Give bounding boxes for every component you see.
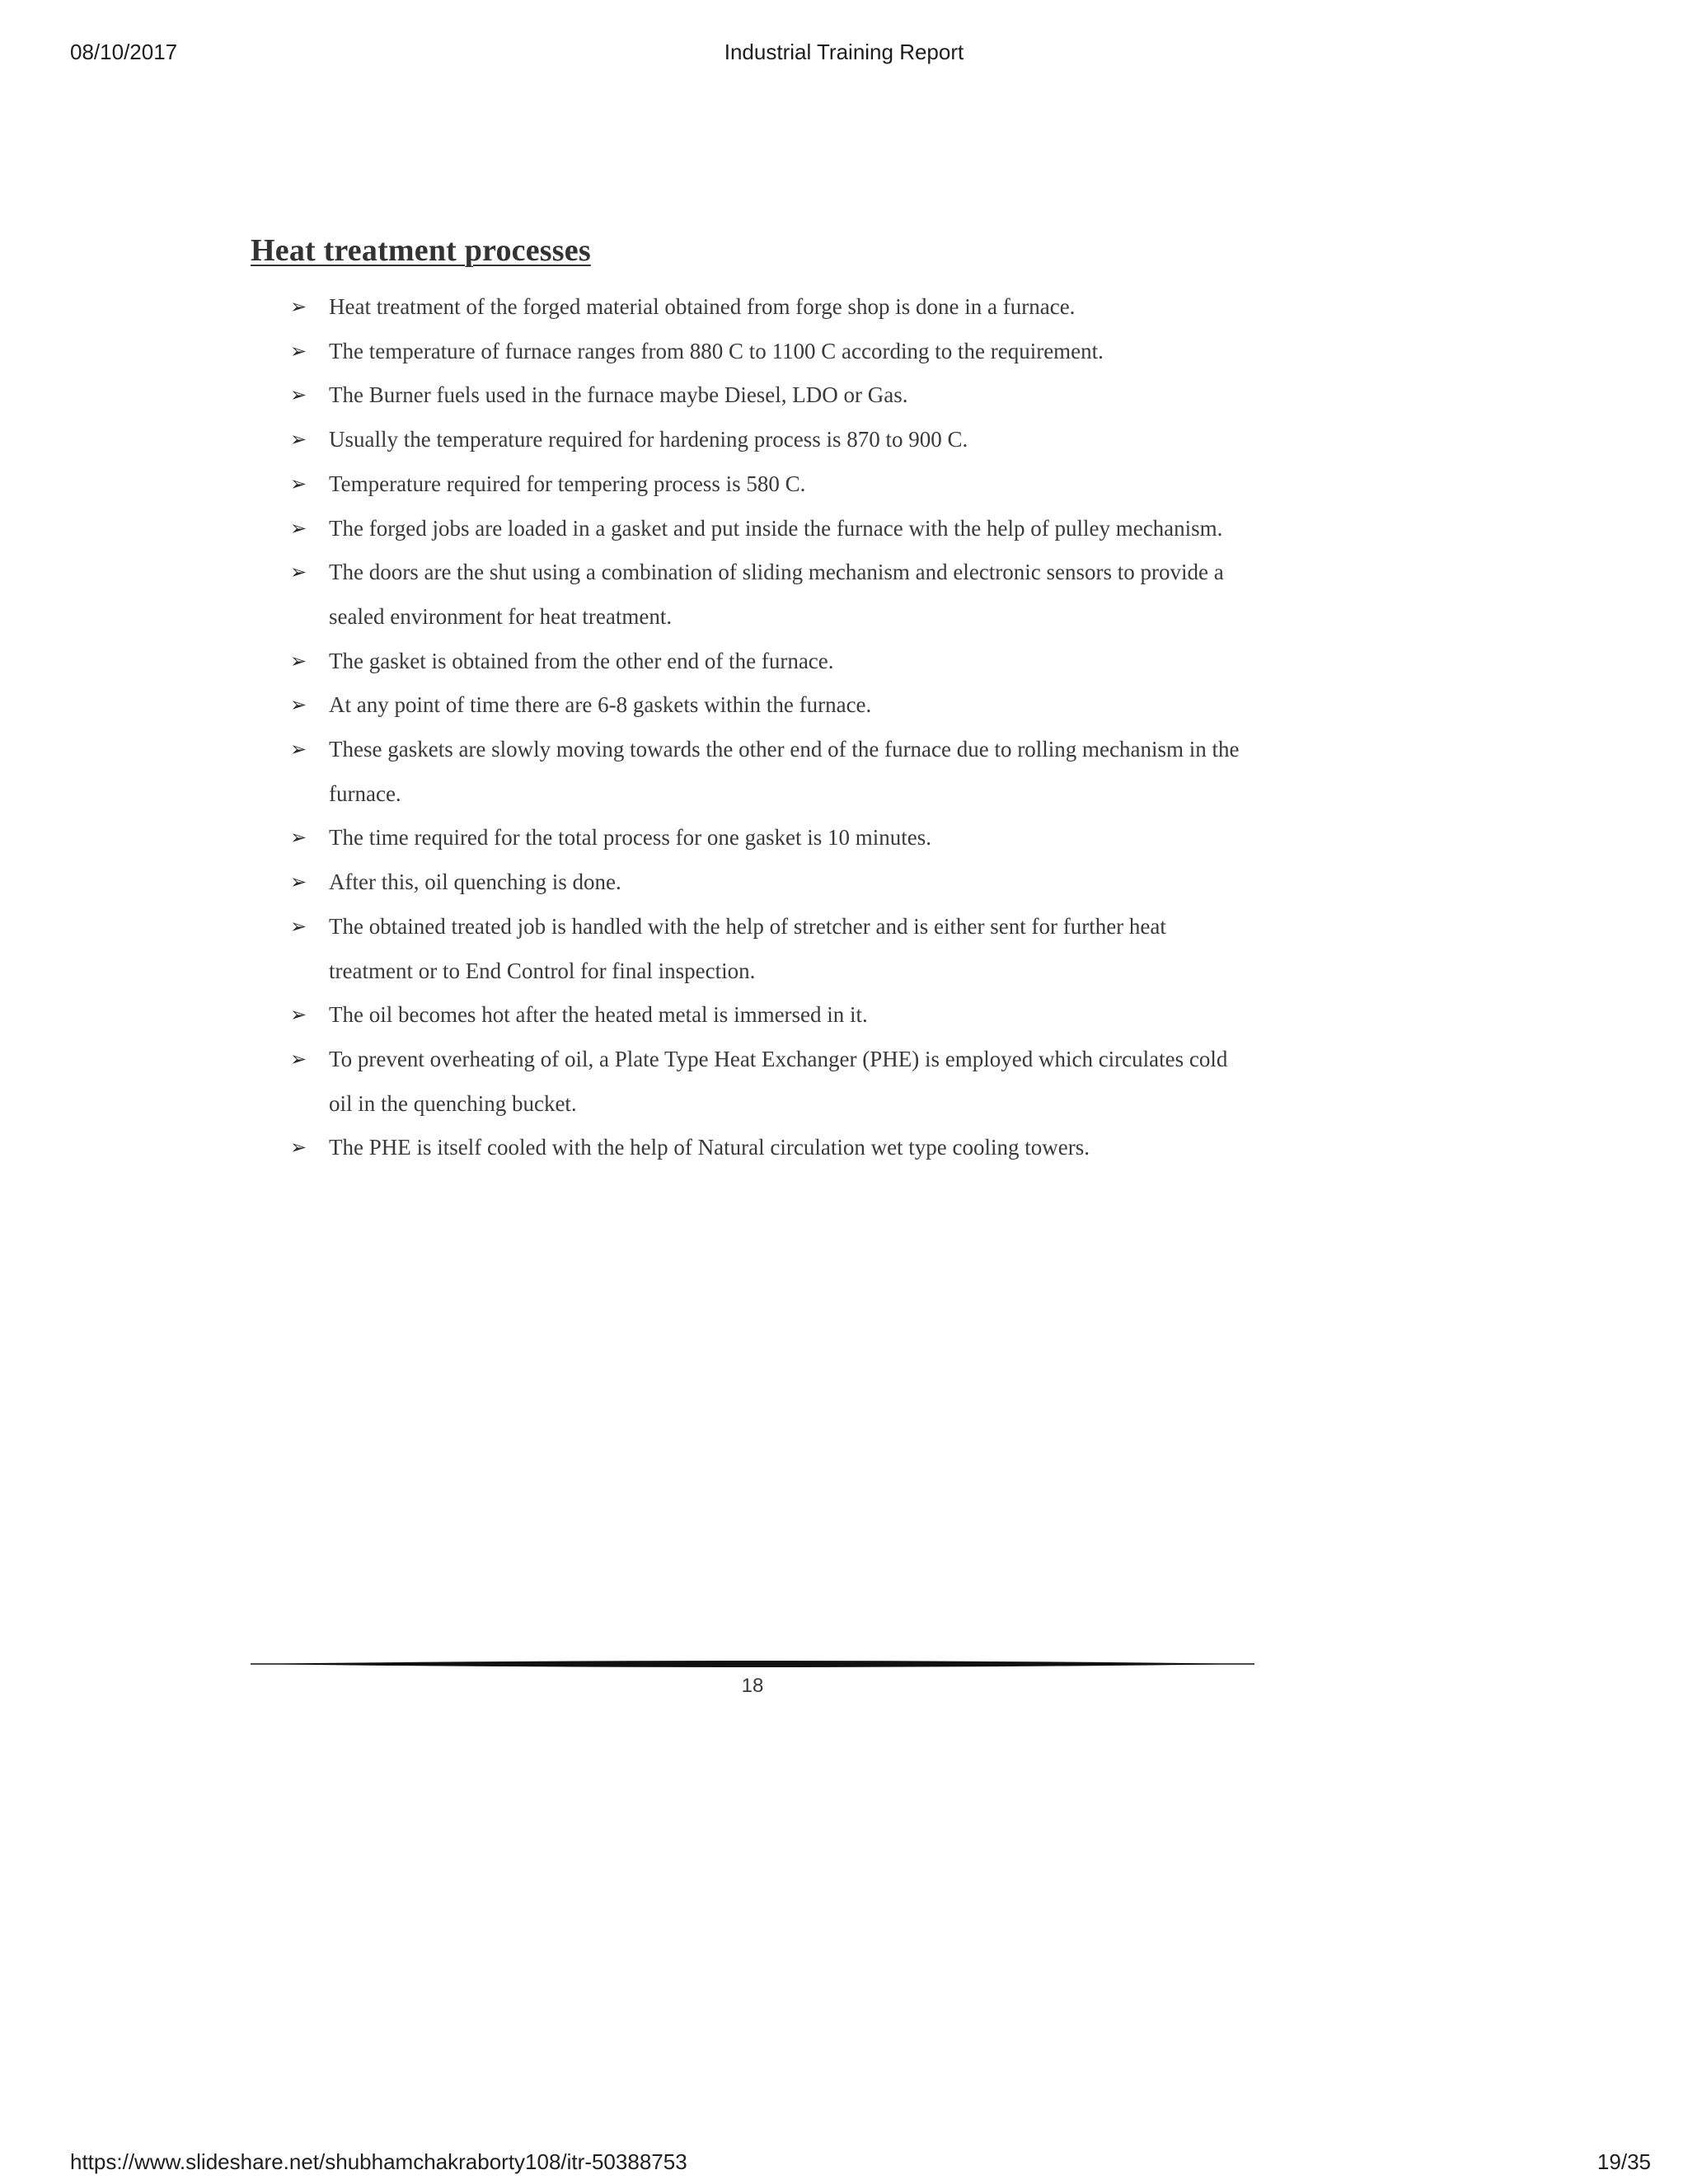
arrow-bullet-icon: ➢ [290, 471, 307, 495]
arrow-bullet-icon: ➢ [290, 1136, 307, 1160]
list-item [290, 373, 1254, 418]
arrow-bullet-icon: ➢ [290, 516, 307, 540]
list-item [290, 1038, 1254, 1126]
list-item [290, 993, 1254, 1038]
arrow-bullet-icon: ➢ [290, 738, 307, 762]
list-item [290, 728, 1254, 816]
arrow-bullet-icon: ➢ [290, 1003, 307, 1027]
arrow-bullet-icon: ➢ [290, 870, 307, 894]
list-item-text: These gaskets are slowly moving towards the other end of the furnace due to rolling mechanism in the furnace. [329, 737, 1240, 806]
print-date: 08/10/2017 [70, 40, 178, 64]
list-item-text: The time required for the total process for one gasket is 10 minutes. [329, 825, 932, 851]
bullet-list [290, 285, 1254, 1170]
list-item-text: To prevent overheating of oil, a Plate Type Heat Exchanger (PHE) is employed which circulates cold oil in the quenching bucket. [329, 1046, 1228, 1116]
list-item-text: The Burner fuels used in the furnace maybe Diesel, LDO or Gas. [329, 382, 908, 408]
list-item-text: After this, oil quenching is done. [329, 869, 621, 895]
arrow-bullet-icon: ➢ [290, 826, 307, 850]
page-divider [251, 1658, 1254, 1670]
list-item [290, 285, 1254, 330]
list-item [290, 551, 1254, 639]
section-heading: Heat treatment processes [251, 233, 591, 268]
page-counter: 19/35 [1597, 2149, 1651, 2174]
list-item [290, 860, 1254, 905]
arrow-bullet-icon: ➢ [290, 428, 307, 452]
arrow-bullet-icon: ➢ [290, 649, 307, 673]
list-item-text: The oil becomes hot after the heated metal is immersed in it. [329, 1002, 868, 1028]
arrow-bullet-icon: ➢ [290, 560, 307, 584]
list-item-text: Temperature required for tempering process is 580 C. [329, 471, 806, 496]
list-item-text: The obtained treated job is handled with the help of stretcher and is either sent for further heat treatment or to End Control for final inspection. [329, 913, 1166, 983]
arrow-bullet-icon: ➢ [290, 295, 307, 318]
arrow-bullet-icon: ➢ [290, 339, 307, 363]
list-item-text: Heat treatment of the forged material obtained from forge shop is done in a furnace. [329, 294, 1076, 319]
arrow-bullet-icon: ➢ [290, 383, 307, 407]
list-item [290, 640, 1254, 684]
list-item-text: The temperature of furnace ranges from 880 C to 1100 C according to the requirement. [329, 338, 1104, 363]
list-item-text: Usually the temperature required for hardening process is 870 to 900 C. [329, 427, 968, 452]
list-item-text: The doors are the shut using a combination of sliding mechanism and electronic sensors to provide a sealed environment for heat treatment. [329, 560, 1224, 629]
arrow-bullet-icon: ➢ [290, 914, 307, 938]
arrow-bullet-icon: ➢ [290, 1047, 307, 1071]
page-number: 18 [741, 1675, 764, 1697]
source-url: https://www.slideshare.net/shubhamchakraborty108/itr-50388753 [70, 2149, 687, 2174]
list-item-text: The forged jobs are loaded in a gasket and put inside the furnace with the help of pulley mechanism. [329, 515, 1223, 541]
list-item [290, 683, 1254, 728]
list-item-text: At any point of time there are 6-8 gaskets within the furnace. [329, 692, 872, 718]
list-item-text: The PHE is itself cooled with the help of Natural circulation wet type cooling towers. [329, 1135, 1090, 1160]
list-item [290, 507, 1254, 551]
list-item [290, 905, 1254, 993]
list-item [290, 816, 1254, 860]
print-title: Industrial Training Report [724, 40, 964, 64]
arrow-bullet-icon: ➢ [290, 693, 307, 717]
list-item [290, 462, 1254, 507]
list-item [290, 330, 1254, 374]
list-item-text: The gasket is obtained from the other end of the furnace. [329, 648, 834, 673]
list-item [290, 418, 1254, 462]
list-item [290, 1126, 1254, 1170]
